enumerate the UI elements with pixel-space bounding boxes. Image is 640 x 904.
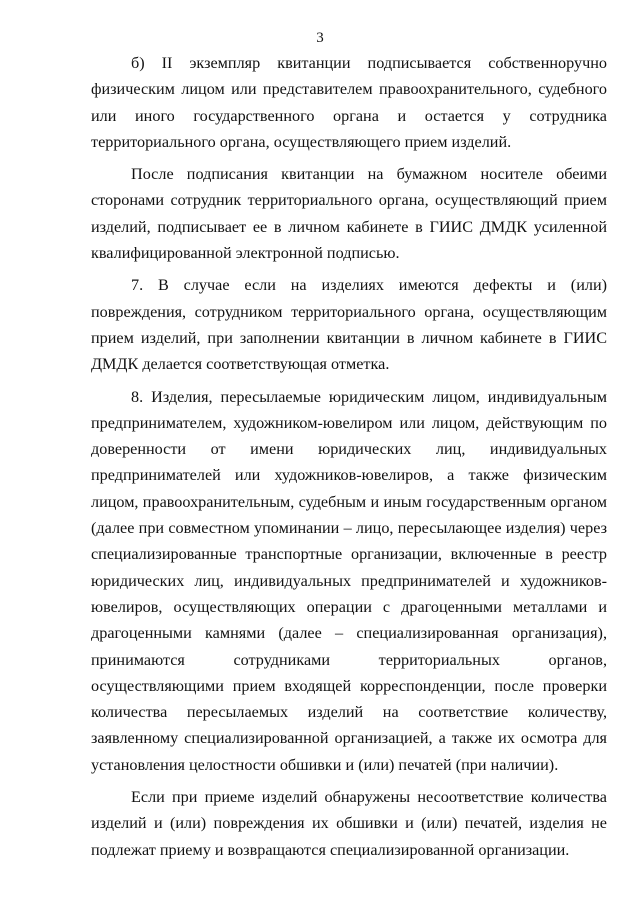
paragraph-7-defects: 7. В случае если на изделиях имеются дефекты и (или) повреждения, сотрудником территориального органа, осуществляющим прием изделий, при заполнении квитанции в личном кабинете в ГИИС ДМДК делается соответствующая отметка. bbox=[91, 276, 607, 374]
paragraph-8-items: 8. Изделия, пересылаемые юридическим лицом, индивидуальным предпринимателем, художником-ювелиром или лицом, действующим по доверенности от имени юридических лиц, индивидуальных предпринимателей или художников-ювелиров, а также физическим лицом, правоохранительным, судебным и иным государственным органом (далее при совместном упоминании – лицо, пересылающее изделия) через специализированные транспортные организации, включенные в реестр юридических лиц, индивидуальных предпринимателей и художников-ювелиров, осуществляющих операции с драгоценными металлами и драгоценными камнями (далее – специализированная организация), принимаются сотрудниками территориальных органов, осуществляющими прием входящей корреспонденции, после проверки количества пересылаемых изделий на соответствие количеству, заявленному специализированной организацией, а также их осмотра для установления целостности обшивки и (или) печатей (при наличии). bbox=[91, 387, 607, 774]
page-number: 3 bbox=[316, 30, 324, 46]
document-body bbox=[91, 50, 607, 863]
paragraph-rejection: Если при приеме изделий обнаружены несоответствие количества изделий и (или) повреждения их обшивки и (или) печатей, изделия не подлежат приему и возвращаются специализированной организации. bbox=[91, 788, 607, 859]
paragraph-b-receipt-copy: б) II экземпляр квитанции подписывается собственноручно физическим лицом или представителем правоохранительного, судебного или иного государственного органа и остается у сотрудника территориального органа, осуществляющего прием изделий. bbox=[91, 54, 607, 151]
paragraph-signing: После подписания квитанции на бумажном носителе обеими сторонами сотрудник территориального органа, осуществляющий прием изделий, подписывает ее в личном кабинете в ГИИС ДМДК усиленной квалифицированной электронной подписью. bbox=[91, 165, 607, 263]
